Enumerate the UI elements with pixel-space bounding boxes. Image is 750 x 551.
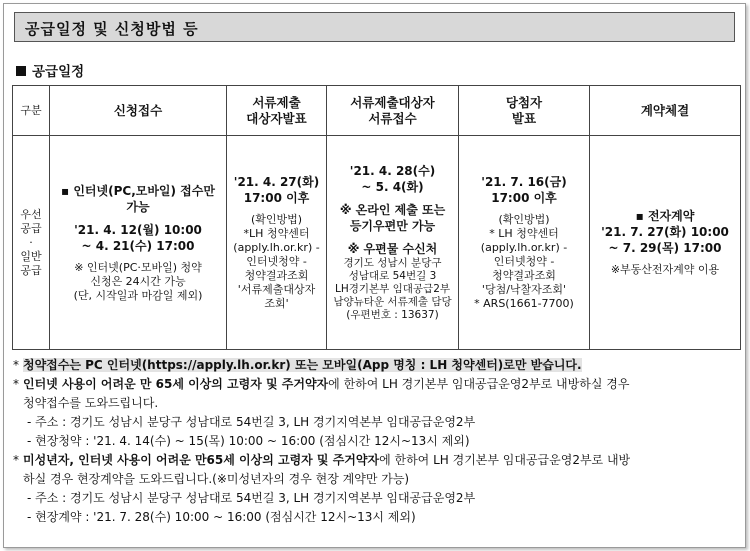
doc-submit-date-line2: ~ 5. 4(화)	[361, 180, 424, 194]
note-elderly-apply-address: - 주소 : 경기도 성남시 분당구 성남대로 54번길 3, LH 경기지역본부 임대공급운영2부	[27, 415, 476, 429]
apply-bullet-line2: 가능	[126, 199, 150, 214]
table-row	[13, 136, 741, 350]
doc-submit-mail-title: ※ 우편물 수신처	[347, 242, 438, 256]
row-label-cell	[13, 136, 50, 350]
table-header-row	[13, 86, 741, 136]
doc-target-line: 인터넷청약 -	[246, 255, 307, 268]
header-contract: 계약체결	[590, 86, 741, 136]
winner-line: 인터넷청약 -	[493, 255, 555, 268]
note-online-only-text: 청약접수는 PC 인터넷(https://apply.lh.or.kr) 또는 모바일(App 명칭 : LH 청약센터)로만 받습니다.	[23, 358, 582, 372]
header-doc-submit	[327, 86, 459, 136]
apply-bullet-line1: ▪ 인터넷(PC,모바일) 접수만	[61, 183, 215, 198]
title-box	[14, 12, 735, 42]
header-winner	[459, 86, 590, 136]
note-minor-contract-rest: 에 한하여 LH 경기본부 임대공급운영2부로 내방	[379, 453, 631, 467]
note-elderly-apply-site: - 현장청약 : '21. 4. 14(수) ~ 15(목) 10:00 ~ 16:00 (점심시간 12시~13시 제외)	[27, 434, 470, 448]
doc-target-method: (확인방법)	[250, 213, 303, 226]
notes	[13, 356, 738, 527]
doc-target-date-line2: 17:00 이후	[243, 191, 310, 205]
note-elderly-apply-rest: 에 한하여 LH 경기본부 임대공급운영2부로 내방하실 경우	[328, 377, 630, 391]
page-title: 공급일정 및 신청방법 등	[25, 20, 199, 38]
note-elderly-apply	[13, 375, 738, 394]
doc-submit-online-line2: 등기우편만 가능	[349, 219, 436, 233]
note-minor-contract-line2: 하실 경우 현장계약을 도와드립니다.(※미성년자의 경우 현장 계약만 가능)	[23, 472, 410, 486]
square-bullet-icon	[16, 66, 26, 76]
note-asterisk: *	[13, 358, 19, 372]
winner-date-line1: '21. 7. 16(금)	[481, 175, 567, 189]
header-doc-target-line1: 서류제출	[252, 94, 301, 110]
winner-line: '당첨/낙찰자조회'	[481, 283, 567, 296]
row-label-line: 공급	[20, 263, 42, 277]
doc-target-line: *LH 청약센터	[243, 227, 310, 240]
contract-cell	[590, 136, 741, 350]
note-elderly-apply-bold: 인터넷 사용이 어려운 만 65세 이상의 고령자 및 주거약자	[23, 377, 329, 391]
winner-line: 청약결과조회	[492, 269, 556, 282]
winner-line: (apply.lh.or.kr) -	[480, 241, 568, 254]
header-doc-submit-line2: 서류접수	[368, 110, 417, 126]
schedule-table	[12, 85, 741, 350]
note-minor-contract-site: - 현장계약 : '21. 7. 28(수) 10:00 ~ 16:00 (점심시간 12시~13시 제외)	[27, 510, 416, 524]
row-label-line: ·	[29, 235, 33, 249]
note-minor-contract-address: - 주소 : 경기도 성남시 분당구 성남대로 54번길 3, LH 경기지역본부 임대공급운영2부	[27, 491, 476, 505]
apply-period-line1: '21. 4. 12(월) 10:00	[74, 222, 202, 237]
header-winner-line2: 발표	[511, 110, 537, 126]
header-doc-target-line2: 대상자발표	[246, 110, 307, 126]
doc-target-line: (apply.lh.or.kr) -	[233, 241, 320, 254]
apply-note-line1: ※ 인터넷(PC·모바일) 청약	[74, 260, 202, 274]
winner-line: * LH 청약센터	[489, 227, 559, 240]
winner-date-line2: 17:00 이후	[491, 191, 557, 205]
note-minor-contract	[13, 451, 738, 470]
header-winner-line1: 당첨자	[505, 94, 543, 110]
contract-note: ※부동산전자계약 이용	[610, 263, 720, 276]
doc-target-line: '서류제출대상자	[237, 283, 316, 296]
contract-period-line1: '21. 7. 27(화) 10:00	[601, 225, 729, 239]
header-apply: 신청접수	[50, 86, 227, 136]
doc-submit-addr-line: 성남대로 54번길 3	[348, 270, 437, 282]
section-title: 공급일정	[32, 64, 85, 80]
winner-cell	[459, 136, 590, 350]
apply-note-line2: 신청은 24시간 가능	[90, 274, 186, 288]
doc-submit-date-line1: '21. 4. 28(수)	[349, 164, 436, 178]
doc-submit-addr-line: LH경기본부 임대공급2부	[334, 283, 451, 295]
doc-submit-cell	[327, 136, 459, 350]
contract-title: ▪ 전자계약	[635, 209, 695, 223]
doc-target-date-line1: '21. 4. 27(화)	[233, 175, 320, 189]
winner-method: (확인방법)	[498, 213, 550, 226]
header-doc-target	[227, 86, 327, 136]
doc-submit-online-line1: ※ 온라인 제출 또는	[339, 203, 446, 217]
note-asterisk: *	[13, 453, 19, 467]
row-label-line: 공급	[20, 221, 42, 235]
apply-cell	[50, 136, 227, 350]
note-elderly-apply-line2: 청약접수를 도와드립니다.	[23, 396, 159, 410]
section-heading	[16, 60, 84, 80]
note-asterisk: *	[13, 377, 19, 391]
doc-target-line: 청약결과조회	[244, 269, 309, 282]
doc-submit-addr-line: (우편번호 : 13637)	[346, 309, 439, 321]
apply-note-line3: (단, 시작일과 마감일 제외)	[73, 288, 203, 302]
doc-submit-addr-line: 경기도 성남시 분당구	[343, 257, 442, 269]
winner-ars: * ARS(1661-7700)	[474, 297, 574, 310]
apply-period-line2: ~ 4. 21(수) 17:00	[81, 238, 195, 253]
row-label-line: 일반	[20, 249, 42, 263]
contract-period-line2: ~ 7. 29(목) 17:00	[608, 241, 722, 255]
header-gubun: 구분	[13, 86, 50, 136]
note-minor-contract-bold: 미성년자, 인터넷 사용이 어려운 만65세 이상의 고령자 및 주거약자	[23, 453, 380, 467]
doc-submit-addr-line: 남양뉴타운 서류제출 담당	[333, 296, 452, 308]
header-doc-submit-line1: 서류제출대상자	[350, 94, 435, 110]
row-label-line: 우선	[20, 207, 42, 221]
note-online-only	[13, 356, 738, 375]
doc-target-line: 조회'	[264, 297, 289, 310]
doc-target-cell	[227, 136, 327, 350]
